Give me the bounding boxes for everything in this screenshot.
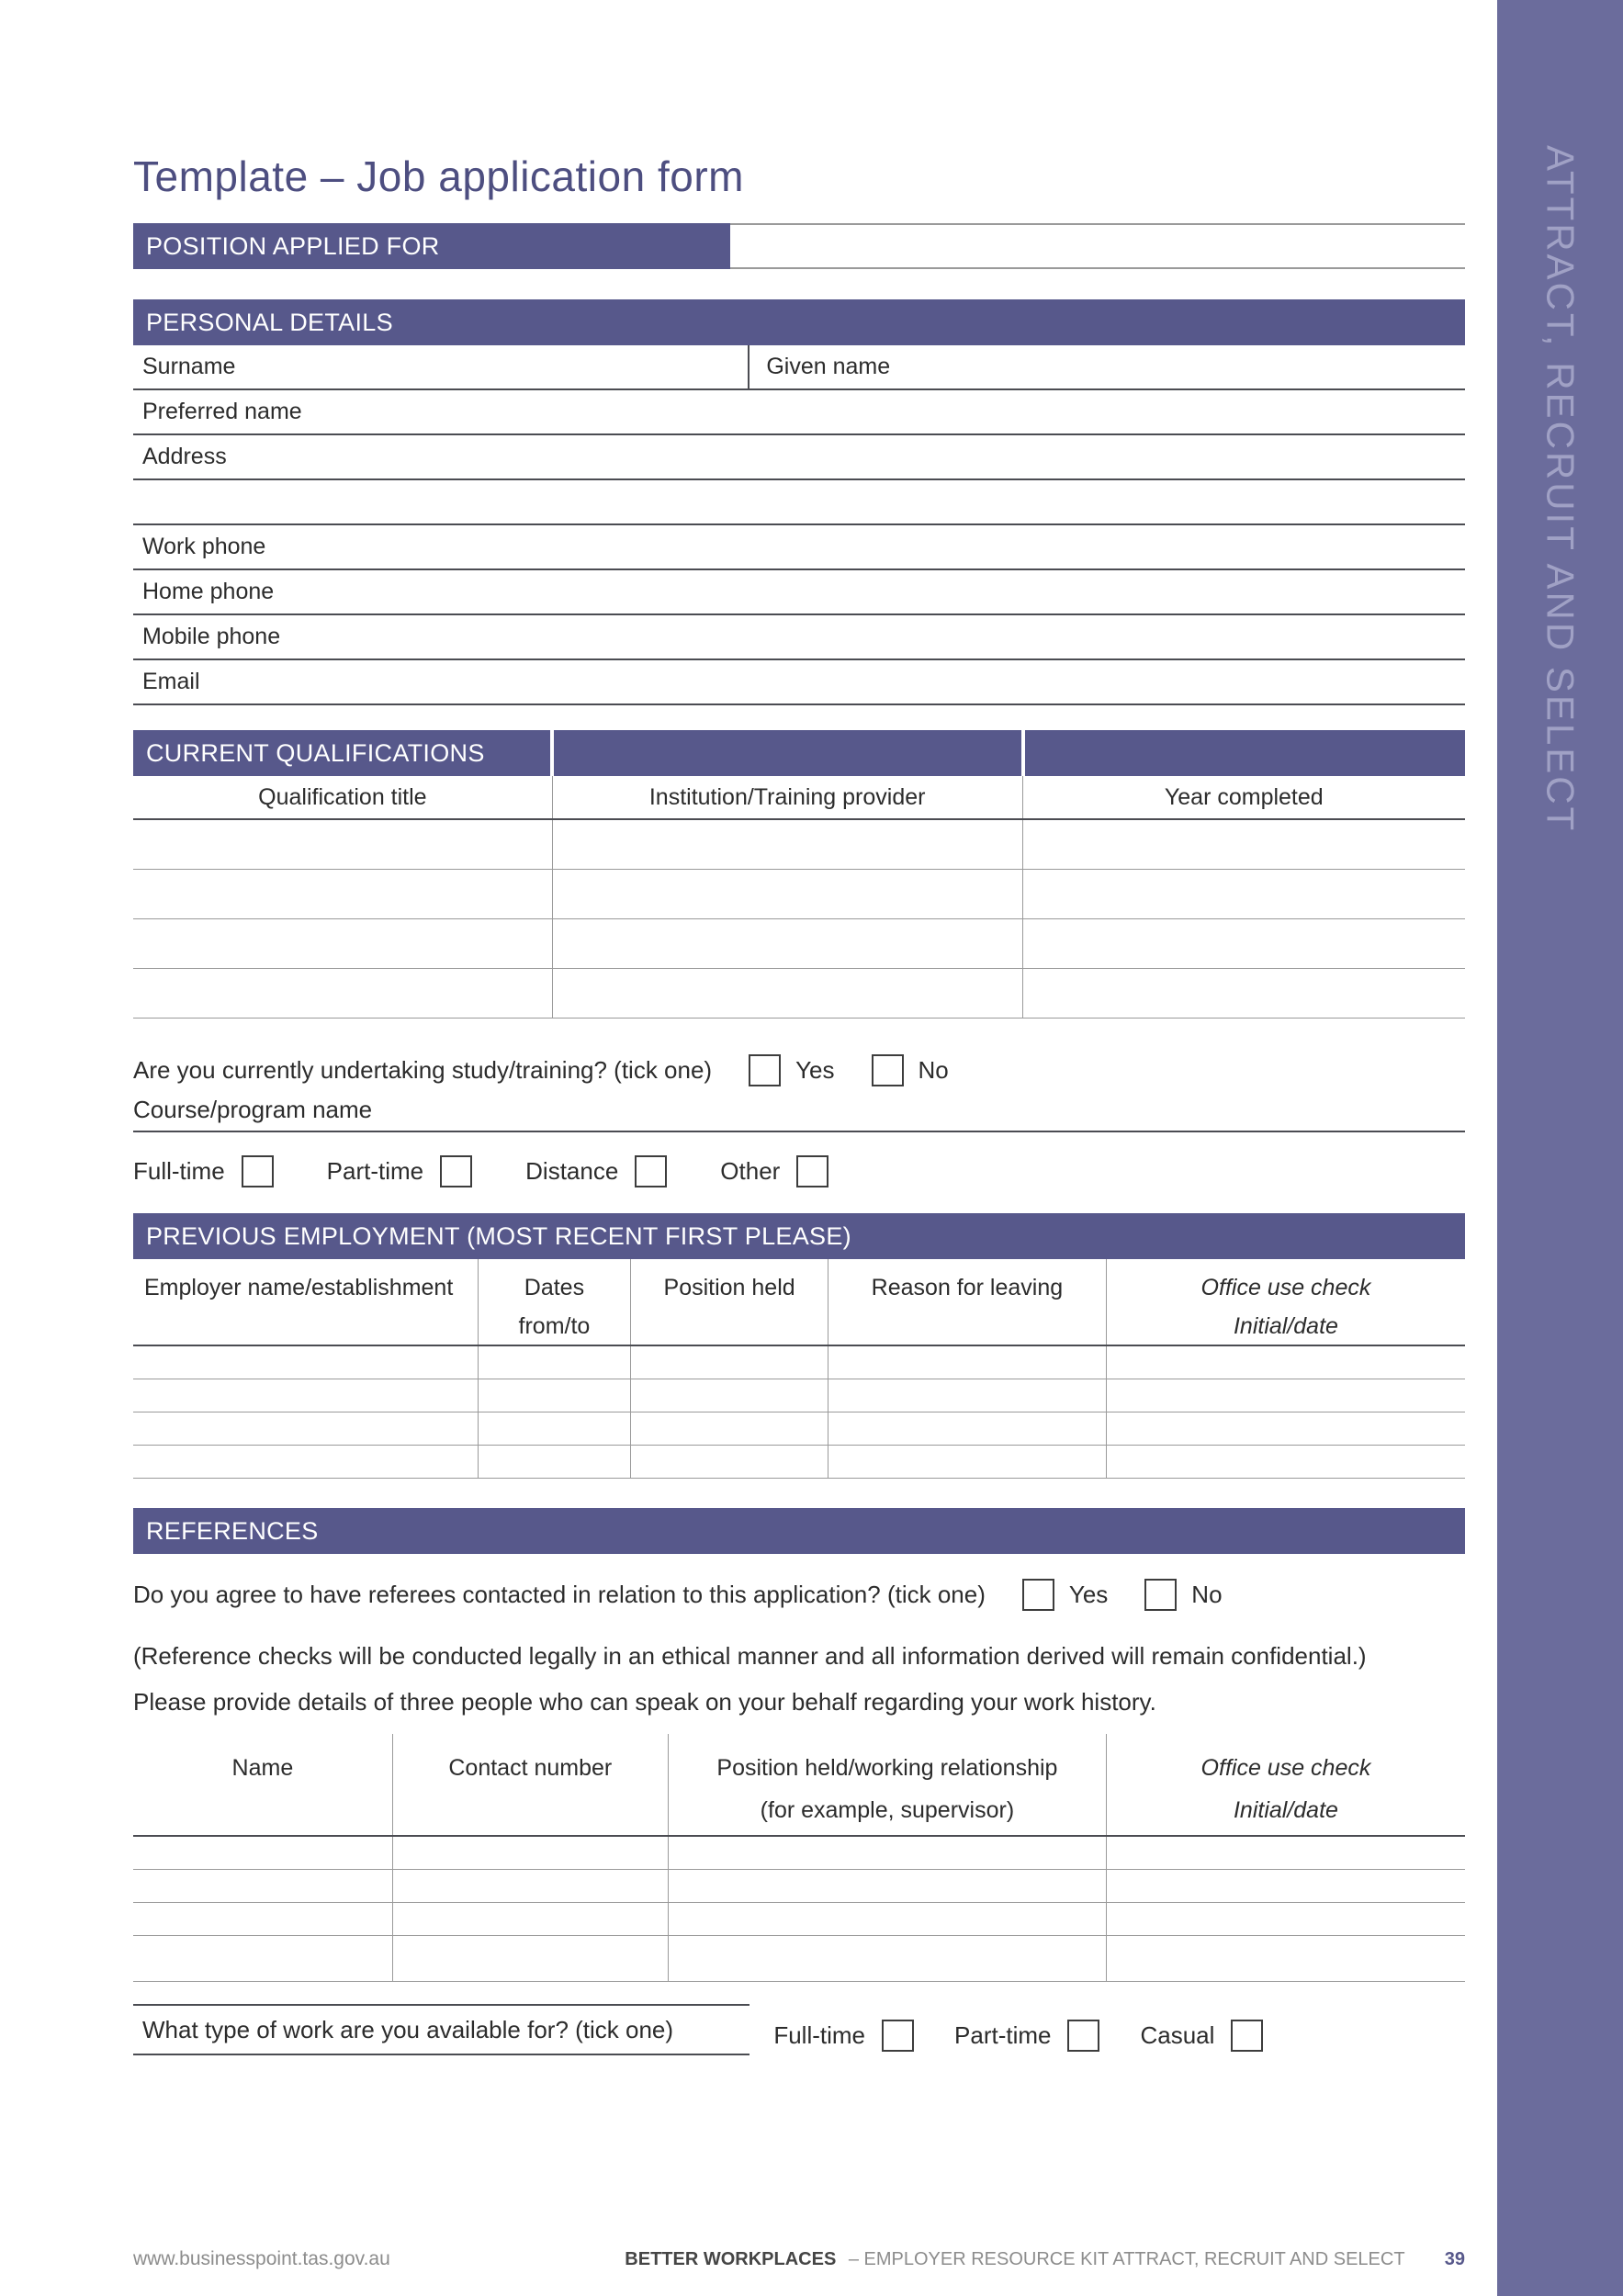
- email-label: Email: [142, 669, 200, 694]
- mode-distance-label: Distance: [525, 1156, 619, 1185]
- mode-fulltime-checkbox[interactable]: [242, 1155, 274, 1187]
- institution-cell[interactable]: [553, 969, 1023, 1018]
- study-question-row: [133, 1052, 1465, 1088]
- employment-table: [133, 1259, 1465, 1479]
- institution-cell[interactable]: [553, 870, 1023, 918]
- referee-yes-checkbox[interactable]: [1022, 1579, 1054, 1611]
- references-table: [133, 1734, 1465, 1982]
- worktype-fulltime-checkbox[interactable]: [882, 2020, 914, 2052]
- surname-field[interactable]: [133, 345, 750, 388]
- employment-table-row: [133, 1412, 1465, 1446]
- qualification-title-cell[interactable]: [133, 870, 553, 918]
- references-table-row: [133, 1903, 1465, 1936]
- mode-other-checkbox[interactable]: [796, 1155, 828, 1187]
- position-held-cell[interactable]: [631, 1412, 828, 1445]
- footer-suffix: – EMPLOYER RESOURCE KIT ATTRACT, RECRUIT AND SELECT: [848, 2249, 1405, 2269]
- position-applied-row: [133, 223, 1465, 269]
- form-content: [133, 0, 1465, 2055]
- worktype-casual-checkbox[interactable]: [1231, 2020, 1263, 2052]
- footer-brand: BETTER WORKPLACES: [625, 2249, 837, 2269]
- references-header: REFERENCES: [133, 1508, 1465, 1554]
- side-tab: [1497, 0, 1623, 2296]
- institution-cell[interactable]: [553, 820, 1023, 869]
- qualifications-table-row: [133, 969, 1465, 1019]
- mode-parttime-checkbox[interactable]: [440, 1155, 472, 1187]
- office-use-header-line2: Initial/date: [1233, 1313, 1338, 1339]
- address-field-line2[interactable]: [133, 480, 1465, 525]
- column-header-referee-name: [133, 1734, 393, 1835]
- home-phone-label: Home phone: [142, 579, 275, 604]
- column-header-office-use: [1107, 1734, 1465, 1835]
- qualification-title-cell[interactable]: [133, 919, 553, 968]
- institution-cell[interactable]: [553, 919, 1023, 968]
- office-use-cell[interactable]: [1107, 1346, 1465, 1379]
- referee-name-cell[interactable]: [133, 1903, 393, 1935]
- position-held-cell[interactable]: [631, 1446, 828, 1478]
- qualification-title-cell[interactable]: [133, 820, 553, 869]
- work-type-options: [750, 2004, 1303, 2055]
- dates-cell[interactable]: [479, 1346, 632, 1379]
- study-mode-row: [133, 1153, 1465, 1189]
- office-use-header-line2: Initial/date: [1233, 1797, 1338, 1823]
- referee-yes-label: Yes: [1068, 1580, 1109, 1608]
- work-phone-label: Work phone: [142, 534, 266, 559]
- references-notes: [133, 1633, 1465, 1725]
- course-name-label: Course/program name: [133, 1095, 373, 1123]
- relationship-cell[interactable]: [669, 1903, 1107, 1935]
- current-qualifications-header-segment: [554, 730, 1021, 776]
- current-qualifications-header-segment: [1025, 730, 1465, 776]
- given-name-label: Given name: [766, 354, 891, 379]
- dates-cell[interactable]: [479, 1412, 632, 1445]
- qualifications-table-row: [133, 870, 1465, 919]
- current-qualifications-header-row: [133, 730, 1465, 776]
- year-completed-cell[interactable]: [1023, 820, 1465, 869]
- employment-table-row: [133, 1446, 1465, 1479]
- address-field[interactable]: [133, 435, 1465, 480]
- relationship-cell[interactable]: [669, 1936, 1107, 1981]
- mode-parttime-label: Part-time: [326, 1156, 424, 1185]
- references-table-row: [133, 1837, 1465, 1870]
- mode-other-label: Other: [720, 1156, 781, 1185]
- worktype-parttime-label: Part-time: [954, 2020, 1052, 2049]
- relationship-cell[interactable]: [669, 1837, 1107, 1869]
- column-header-reason-for-leaving: [828, 1259, 1107, 1345]
- mobile-phone-field[interactable]: [133, 615, 1465, 660]
- dates-header-line1: Dates: [524, 1275, 585, 1300]
- worktype-parttime-checkbox[interactable]: [1067, 2020, 1099, 2052]
- address-label: Address: [142, 444, 227, 469]
- reason-for-leaving-cell[interactable]: [828, 1346, 1107, 1379]
- referee-question-row: [133, 1576, 1465, 1613]
- references-note-line1: (Reference checks will be conducted legally in an ethical manner and all information derived will remain confidential.): [133, 1642, 1367, 1670]
- column-header-contact-number: [393, 1734, 669, 1835]
- work-type-row: [133, 2004, 1465, 2055]
- study-question-label: Are you currently undertaking study/training? (tick one): [133, 1055, 713, 1084]
- office-use-cell[interactable]: [1107, 1379, 1465, 1412]
- referee-name-header-line1: Name: [231, 1755, 294, 1781]
- qualification-title-cell[interactable]: [133, 969, 553, 1018]
- position-applied-field[interactable]: [730, 223, 1465, 269]
- office-use-cell[interactable]: [1107, 1870, 1465, 1902]
- dates-cell[interactable]: [479, 1446, 632, 1478]
- office-use-cell[interactable]: [1107, 1936, 1465, 1981]
- study-no-checkbox[interactable]: [872, 1054, 904, 1086]
- page-title: Template – Job application form: [133, 152, 744, 200]
- home-phone-field[interactable]: [133, 570, 1465, 615]
- employer-name-cell[interactable]: [133, 1446, 479, 1478]
- office-use-header-line1: Office use check: [1200, 1275, 1371, 1300]
- qualifications-table-row: [133, 919, 1465, 969]
- surname-label: Surname: [142, 354, 236, 379]
- referee-name-cell[interactable]: [133, 1837, 393, 1869]
- mobile-phone-label: Mobile phone: [142, 624, 281, 649]
- column-header-office-use: [1107, 1259, 1465, 1345]
- worktype-casual-label: Casual: [1140, 2020, 1215, 2049]
- dates-cell[interactable]: [479, 1379, 632, 1412]
- qualifications-table: [133, 776, 1465, 1019]
- references-table-row: [133, 1936, 1465, 1982]
- employment-table-row: [133, 1379, 1465, 1412]
- personal-details-header: PERSONAL DETAILS: [133, 299, 1465, 345]
- reason-for-leaving-cell[interactable]: [828, 1412, 1107, 1445]
- side-tab-label: ATTRACT, RECRUIT AND SELECT: [1538, 145, 1583, 834]
- year-completed-cell[interactable]: [1023, 870, 1465, 918]
- position-held-cell[interactable]: [631, 1346, 828, 1379]
- office-use-cell[interactable]: [1107, 1903, 1465, 1935]
- course-name-field[interactable]: [133, 1088, 1465, 1132]
- given-name-field[interactable]: [750, 345, 1465, 388]
- referee-name-cell[interactable]: [133, 1936, 393, 1981]
- email-field[interactable]: [133, 660, 1465, 705]
- position-held-header-line1: Position held: [663, 1275, 795, 1300]
- relationship-header-line2: (for example, supervisor): [760, 1797, 1015, 1823]
- column-header-relationship: [669, 1734, 1107, 1835]
- employment-table-header: [133, 1259, 1465, 1346]
- page-footer: [133, 2248, 1465, 2270]
- column-header-qualification-title: Qualification title: [133, 776, 553, 818]
- contact-number-header-line1: Contact number: [448, 1755, 613, 1781]
- employer-name-cell[interactable]: [133, 1346, 479, 1379]
- reason-for-leaving-cell[interactable]: [828, 1446, 1107, 1478]
- column-header-dates: [479, 1259, 632, 1345]
- study-yes-checkbox[interactable]: [749, 1054, 781, 1086]
- column-header-position-held: [631, 1259, 828, 1345]
- mode-distance-checkbox[interactable]: [635, 1155, 667, 1187]
- referee-name-cell[interactable]: [133, 1870, 393, 1902]
- preferred-name-label: Preferred name: [142, 399, 302, 424]
- references-note-line2: Please provide details of three people who can speak on your behalf regarding your work history.: [133, 1688, 1156, 1716]
- referee-no-label: No: [1191, 1580, 1223, 1608]
- contact-number-cell[interactable]: [393, 1870, 669, 1902]
- preferred-name-field[interactable]: [133, 390, 1465, 435]
- employer-name-cell[interactable]: [133, 1379, 479, 1412]
- worktype-fulltime-label: Full-time: [773, 2020, 866, 2049]
- footer-url: www.businesspoint.tas.gov.au: [133, 2248, 390, 2269]
- office-use-cell[interactable]: [1107, 1412, 1465, 1445]
- column-header-employer-name: [133, 1259, 479, 1345]
- year-completed-cell[interactable]: [1023, 969, 1465, 1018]
- contact-number-cell[interactable]: [393, 1936, 669, 1981]
- qualifications-table-row: [133, 820, 1465, 870]
- office-use-cell[interactable]: [1107, 1837, 1465, 1869]
- reason-for-leaving-cell[interactable]: [828, 1379, 1107, 1412]
- name-row: [133, 345, 1465, 390]
- footer-right: [625, 2249, 1465, 2270]
- references-table-row: [133, 1870, 1465, 1903]
- position-applied-header: POSITION APPLIED FOR: [133, 223, 730, 269]
- study-yes-label: Yes: [795, 1055, 835, 1084]
- work-phone-field[interactable]: [133, 525, 1465, 570]
- mode-fulltime-label: Full-time: [133, 1156, 225, 1185]
- dates-header-line2: from/to: [518, 1313, 591, 1339]
- office-use-cell[interactable]: [1107, 1446, 1465, 1478]
- current-qualifications-header: CURRENT QUALIFICATIONS: [133, 730, 550, 776]
- qualifications-table-header: [133, 776, 1465, 820]
- contact-number-cell[interactable]: [393, 1837, 669, 1869]
- column-header-year-completed: Year completed: [1164, 784, 1324, 810]
- employer-name-cell[interactable]: [133, 1412, 479, 1445]
- study-no-label: No: [918, 1055, 949, 1084]
- reason-for-leaving-header-line1: Reason for leaving: [871, 1275, 1064, 1300]
- referee-question-label: Do you agree to have referees contacted in relation to this application? (tick one): [133, 1580, 986, 1608]
- contact-number-cell[interactable]: [393, 1903, 669, 1935]
- work-type-question: What type of work are you available for? (tick one): [133, 2004, 750, 2055]
- employer-name-header-line1: Employer name/establishment: [144, 1275, 454, 1300]
- relationship-cell[interactable]: [669, 1870, 1107, 1902]
- referee-no-checkbox[interactable]: [1144, 1579, 1177, 1611]
- position-held-cell[interactable]: [631, 1379, 828, 1412]
- references-table-header: [133, 1734, 1465, 1837]
- office-use-header-line1: Office use check: [1200, 1755, 1371, 1781]
- relationship-header-line1: Position held/working relationship: [716, 1755, 1058, 1781]
- employment-table-row: [133, 1346, 1465, 1379]
- previous-employment-header: PREVIOUS EMPLOYMENT (MOST RECENT FIRST PLEASE): [133, 1213, 1465, 1259]
- year-completed-cell[interactable]: [1023, 919, 1465, 968]
- column-header-institution: Institution/Training provider: [553, 776, 1023, 818]
- footer-page-number: 39: [1444, 2249, 1465, 2269]
